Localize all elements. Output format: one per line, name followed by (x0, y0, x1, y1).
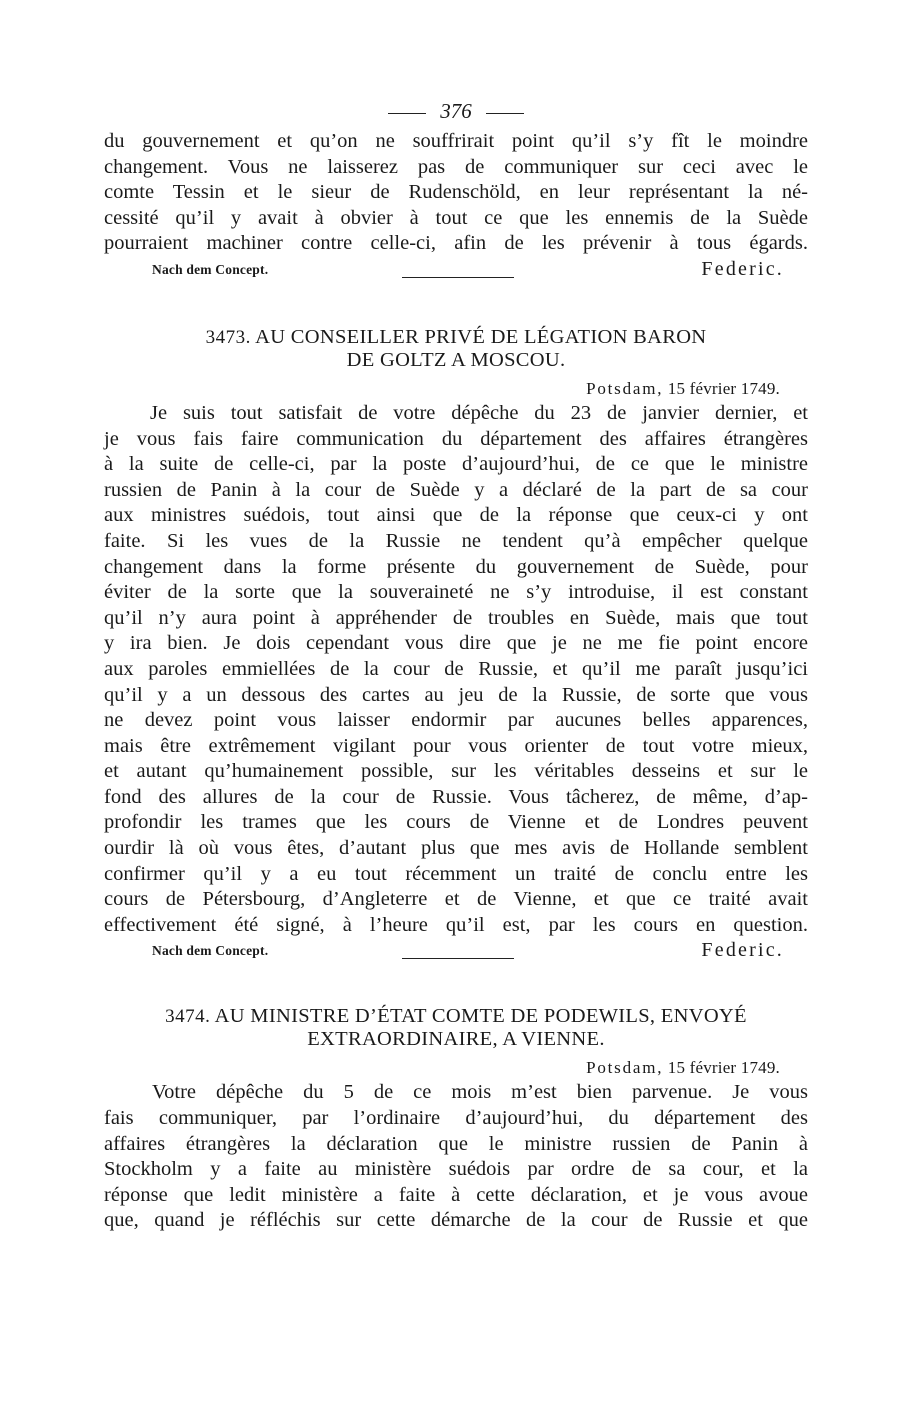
text-line: je vous fais faire communication du département des affaires étrangères (104, 427, 808, 450)
text-line: Stockholm y a faite au ministère suédois par ordre de sa cour, et la (104, 1158, 808, 1181)
header-dash-left (388, 113, 426, 114)
letter-date: 15 février 1749. (667, 378, 780, 398)
book-page (104, 96, 808, 1234)
text-line: que, quand je réfléchis sur cette démarche de la cour de Russie et que (104, 1209, 808, 1232)
text-line: profondir les trames que les cours de Vienne et de Londres peuvent (104, 811, 808, 834)
text-line: affaires étrangères la déclaration que le ministre russien de Panin à (104, 1132, 808, 1155)
letter-heading-line-1 (104, 326, 808, 349)
separator-rule (402, 277, 514, 278)
letter-place: Potsdam, (586, 378, 664, 398)
text-line: russien de Panin à la cour de Suède y a déclaré de la part de sa cour (104, 478, 808, 501)
page-number: 376 (440, 99, 472, 123)
text-line: qu’il y a un dessous des cartes au jeu de la Russie, de sorte que vous (104, 683, 808, 706)
text-line: éviter de la sorte que la souveraineté ne s’y introduise, il est constant (104, 581, 808, 604)
letter-heading-line-2: EXTRAORDINAIRE, A VIENNE. (307, 1028, 605, 1051)
text-line: Votre dépêche du 5 de ce mois m’est bien parvenue. Je vous (152, 1081, 808, 1104)
letter-heading (104, 326, 808, 372)
text-line: du gouvernement et qu’on ne souffrirait point qu’il s’y fît le moindre (104, 130, 808, 152)
signature: Federic. (701, 939, 784, 962)
text-line: aux ministres suédois, tout ainsi que de la réponse que ceux-ci y ont (104, 504, 808, 527)
signature-row (104, 258, 808, 284)
text-line: fais communiquer, par l’ordinaire d’aujourd’hui, du département des (104, 1107, 808, 1130)
text-line: ourdir là où vous êtes, d’autant plus que mes avis de Hollande semblent (104, 837, 808, 860)
text-line: ne devez point vous laisser endormir par aucunes belles apparences, (104, 709, 808, 732)
letter-heading (104, 1005, 808, 1051)
source-note: Nach dem Concept. (152, 943, 269, 959)
letter-title: AU MINISTRE D’ÉTAT COMTE DE PODEWILS, ENVOYÉ (214, 1005, 747, 1028)
letter-body (104, 1080, 808, 1234)
text-line: y ira bien. Je dois cependant vous dire que je ne me fie point encore (104, 632, 808, 655)
signature: Federic. (701, 257, 784, 280)
text-line: comte Tessin et le sieur de Rudenschöld, en leur représentant la né- (104, 181, 808, 204)
letter-title: AU CONSEILLER PRIVÉ DE LÉGATION BARON (255, 325, 707, 348)
letter-heading-line-1 (104, 1005, 808, 1028)
letter-place: Potsdam, (586, 1058, 664, 1078)
letter-number: 3474. (165, 1006, 211, 1028)
text-line: mais être extrêmement vigilant pour vous orienter de tout votre mieux, (104, 734, 808, 757)
letter-number: 3473. (205, 326, 251, 348)
text-line: et autant qu’humainement possible, sur les véritables desseins et sur le (104, 760, 808, 783)
text-line: faite. Si les vues de la Russie ne tendent qu’à empêcher quelque (104, 529, 808, 552)
text-line: cours de Pétersbourg, d’Angleterre et de Vienne, et que ce traité avait (104, 888, 808, 911)
text-line: changement. Vous ne laisserez pas de communiquer sur ceci avec le (104, 155, 808, 178)
text-line: à la suite de celle-ci, par la poste d’aujourd’hui, de ce que le ministre (104, 453, 808, 476)
source-note: Nach dem Concept. (152, 261, 269, 277)
letter-date: 15 février 1749. (667, 1058, 780, 1078)
signature-row (104, 939, 808, 965)
text-line: cessité qu’il y avait à obvier à tout ce que les ennemis de la Suède (104, 206, 808, 229)
text-line: pourraient machiner contre celle-ci, afin de les prévenir à tous égards. (104, 232, 808, 255)
text-line: effectivement été signé, à l’heure qu’il est, par les cours en question. (104, 913, 808, 936)
continuation-paragraph (104, 129, 808, 257)
text-line: aux paroles emmiellées de la cour de Russie, et qu’il me paraît jusqu’ici (104, 657, 808, 680)
separator-rule (402, 958, 514, 959)
text-line: Je suis tout satisfait de votre dépêche du 23 de janvier dernier, et (150, 401, 808, 424)
letter-dateline (104, 1056, 808, 1080)
header-dash-right (486, 113, 524, 114)
text-line: réponse que ledit ministère a faite à cette déclaration, et je vous avoue (104, 1183, 808, 1206)
page-header (104, 96, 808, 126)
text-line: fond des allures de la cour de Russie. Vous tâcherez, de même, d’ap- (104, 785, 808, 808)
text-line: qu’il n’y aura point à appréhender de troubles en Suède, mais que tout (104, 606, 808, 629)
letter-dateline (104, 377, 808, 401)
letter-body (104, 401, 808, 938)
letter-heading-line-2: DE GOLTZ A MOSCOU. (346, 348, 566, 371)
text-line: confirmer qu’il y a eu tout récemment un traité de conclu entre les (104, 862, 808, 885)
text-line: changement dans la forme présente du gouvernement de Suède, pour (104, 555, 808, 578)
